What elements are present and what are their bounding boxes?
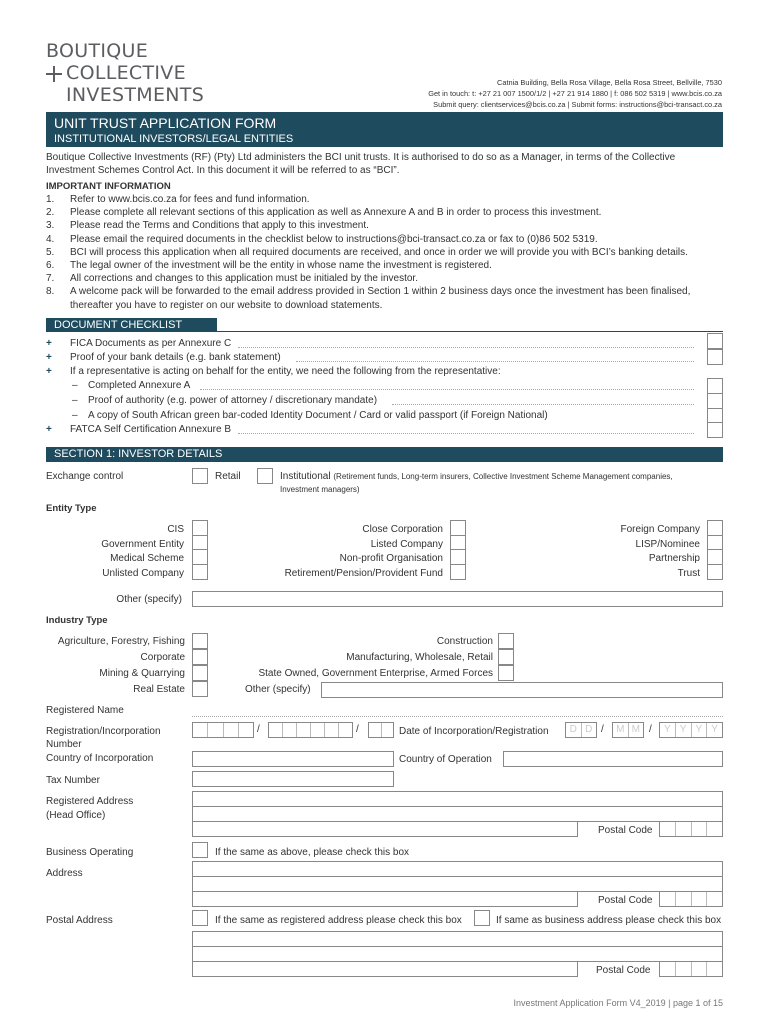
important-item: Please complete all relevant sections of this application as well as Annexure A and B in order to process this investment. <box>70 207 602 219</box>
checklist-item-representative: If a representative is acting on behalf for the entity, we need the following from the representative: <box>70 366 501 377</box>
business-same-label: If the same as above, please check this box <box>215 847 409 858</box>
country-operation-input[interactable] <box>503 751 723 767</box>
retail-label: Retail <box>215 471 241 482</box>
entity-label: Retirement/Pension/Provident Fund <box>284 568 443 580</box>
date-slash-1: / <box>601 724 604 735</box>
industry-label: Manufacturing, Wholesale, Retail <box>346 652 493 663</box>
industry-label: Corporate <box>140 652 185 663</box>
important-item: thereafter you have to register on our website to download statements. <box>70 299 383 311</box>
important-number: 8. <box>46 286 55 298</box>
entity-label: Foreign Company <box>620 524 700 535</box>
business-postal-code-label: Postal Code <box>598 895 653 906</box>
header-contact: Get in touch: t: +27 21 007 1500/1/2 | +27 21 914 1880 | f: 086 502 5319 | www.bcis.co.za <box>428 89 722 98</box>
checkbox-postal-same-business[interactable] <box>474 910 490 926</box>
date-year[interactable]: Y Y Y Y <box>659 722 723 738</box>
important-number: 5. <box>46 246 55 258</box>
bullet-4: + <box>46 424 52 435</box>
entity-label: Non-profit Organisation <box>339 553 443 565</box>
intro-line-1: Boutique Collective Investments (RF) (Pty) Ltd administers the BCI unit trusts. It is authorised to do so as a Manager, in terms of the Collective <box>46 152 676 163</box>
leader-line <box>392 404 694 405</box>
entity-checkbox[interactable] <box>450 549 466 565</box>
entity-checkbox[interactable] <box>192 535 208 551</box>
entity-label: Listed Company <box>370 538 443 550</box>
reg-number-part-2[interactable] <box>268 722 353 738</box>
important-number: 7. <box>46 273 55 285</box>
entity-checkbox[interactable] <box>192 564 208 580</box>
entity-label: Medical Scheme <box>110 553 184 565</box>
tax-number-label: Tax Number <box>46 775 100 786</box>
postal-address-line-3[interactable] <box>192 961 578 977</box>
bullet-3: + <box>46 366 52 377</box>
institutional-note-2: Investment managers) <box>280 485 360 494</box>
leader-line <box>238 433 694 434</box>
checkbox-bank[interactable] <box>707 349 723 365</box>
entity-checkbox[interactable] <box>707 535 723 551</box>
section1-band <box>46 447 723 462</box>
reg-number-label-1: Registration/Incorporation <box>46 726 161 737</box>
business-address-line-3[interactable] <box>192 891 578 907</box>
industry-checkbox[interactable] <box>192 649 208 665</box>
entity-checkbox[interactable] <box>707 549 723 565</box>
section1-heading: SECTION 1: INVESTOR DETAILS <box>54 448 223 460</box>
entity-checkbox[interactable] <box>192 549 208 565</box>
industry-checkbox[interactable] <box>192 665 208 681</box>
registered-address-label-1: Registered Address <box>46 796 134 807</box>
industry-label: Construction <box>436 636 493 647</box>
entity-checkbox[interactable] <box>707 520 723 536</box>
reg-number-label-2: Number <box>46 739 82 750</box>
important-heading: IMPORTANT INFORMATION <box>46 181 171 192</box>
leader-line <box>238 347 694 348</box>
header-address: Catnia Building, Bella Rosa Village, Bella Rosa Street, Bellville, 7530 <box>497 78 722 87</box>
dash-1: – <box>72 380 78 391</box>
important-item: Refer to www.bcis.co.za for fees and fund information. <box>70 194 310 205</box>
checklist-item-authority: Proof of authority (e.g. power of attorney / discretionary mandate) <box>88 395 378 406</box>
checkbox-fica[interactable] <box>707 333 723 349</box>
registered-name-line <box>192 716 723 717</box>
entity-label: Partnership <box>648 553 700 565</box>
entity-label: Close Corporation <box>362 524 443 535</box>
postal-same-business-label: If same as business address please check this box <box>496 915 722 926</box>
business-address-line-1[interactable] <box>192 861 723 877</box>
checkbox-retail[interactable] <box>192 468 208 484</box>
postal-postal-code-label: Postal Code <box>596 965 651 976</box>
dash-3: – <box>72 410 78 421</box>
important-number: 4. <box>46 233 55 245</box>
industry-type-heading: Industry Type <box>46 615 108 626</box>
date-day[interactable]: D D <box>565 722 597 738</box>
postal-address-line-1[interactable] <box>192 931 723 947</box>
important-item: All corrections and changes to this application must be initialed by the investor. <box>70 273 418 285</box>
important-item: The legal owner of the investment will be the entity in whose name the investment is registered. <box>70 260 492 271</box>
checkbox-authority[interactable] <box>707 393 723 409</box>
important-item: Please read the Terms and Conditions that apply to this investment. <box>70 220 369 232</box>
logo-collective: COLLECTIVE <box>66 62 186 84</box>
postal-address-label: Postal Address <box>46 915 113 926</box>
tax-number-input[interactable] <box>192 771 394 787</box>
entity-other-input[interactable] <box>192 591 723 607</box>
registered-postal-code-input[interactable] <box>659 821 723 837</box>
checklist-rule <box>217 331 723 332</box>
intro-line-2: Investment Schemes Control Act. In this document it will be referred to as “BCI”. <box>46 165 400 176</box>
institutional-note: (Retirement funds, Long-term insurers, Collective Investment Scheme Management companies, <box>333 472 673 481</box>
business-address-label: Address <box>46 868 83 879</box>
reg-number-part-3[interactable] <box>368 722 394 738</box>
checklist-item-fica: FICA Documents as per Annexure C <box>70 338 232 349</box>
form-subtitle: INSTITUTIONAL INVESTORS/LEGAL ENTITIES <box>54 133 294 145</box>
industry-label: Agriculture, Forestry, Fishing <box>57 636 185 647</box>
institutional-text <box>280 471 673 483</box>
checklist-item-fatca: FATCA Self Certification Annexure B <box>70 424 232 435</box>
checkbox-postal-same-registered[interactable] <box>192 910 208 926</box>
checklist-item-bank: Proof of your bank details (e.g. bank statement) <box>70 352 281 363</box>
checklist-band <box>46 318 217 332</box>
registered-address-line-3[interactable] <box>192 821 578 837</box>
checkbox-institutional[interactable] <box>257 468 273 484</box>
business-postal-code-input[interactable] <box>659 891 723 907</box>
industry-label: State Owned, Government Enterprise, Armed Forces <box>258 668 493 679</box>
important-item: Please email the required documents in the checklist below to instructions@bci-transact.co.za or fax to (0)86 502 5319. <box>70 233 598 245</box>
industry-other-input[interactable] <box>321 682 723 698</box>
exchange-control-label: Exchange control <box>46 471 124 482</box>
business-address-line-2[interactable] <box>192 876 723 892</box>
leader-line <box>296 361 694 362</box>
postal-postal-code-input[interactable] <box>659 961 723 977</box>
entity-label: Government Entity <box>101 538 184 550</box>
logo-boutique: BOUTIQUE <box>46 40 149 62</box>
industry-checkbox[interactable] <box>192 633 208 649</box>
important-number: 2. <box>46 207 55 219</box>
important-number: 6. <box>46 260 55 271</box>
institutional-label: Institutional <box>280 471 331 482</box>
important-item: A welcome pack will be forwarded to the email address provided in Section 1 within 2 business days once the investment has been finalised, <box>70 286 691 298</box>
important-item: BCI will process this application when all required documents are received, and once in order we will provide you with BCI’s banking details. <box>70 246 688 258</box>
title-band <box>46 112 723 147</box>
entity-checkbox[interactable] <box>192 520 208 536</box>
country-incorporation-label: Country of Incorporation <box>46 753 154 764</box>
checkbox-business-same[interactable] <box>192 842 208 858</box>
registered-address-label-2: (Head Office) <box>46 810 106 821</box>
entity-label: CIS <box>167 524 184 535</box>
industry-checkbox[interactable] <box>498 665 514 681</box>
checklist-heading: DOCUMENT CHECKLIST <box>54 319 183 331</box>
entity-checkbox[interactable] <box>450 564 466 580</box>
header-submit: Submit query: clientservices@bcis.co.za | Submit forms: instructions@bci-transact.co.za <box>433 100 722 109</box>
important-number: 1. <box>46 194 55 205</box>
entity-checkbox[interactable] <box>707 564 723 580</box>
country-operation-label: Country of Operation <box>399 754 492 765</box>
checklist-item-id: A copy of South African green bar-coded Identity Document / Card or valid passport (if Foreign National) <box>88 410 548 421</box>
checkbox-fatca[interactable] <box>707 422 723 438</box>
entity-label: Unlisted Company <box>102 568 184 580</box>
entity-type-heading: Entity Type <box>46 503 97 514</box>
entity-label: Trust <box>677 568 700 580</box>
postal-same-registered-label: If the same as registered address please check this box <box>215 915 462 926</box>
industry-label: Other (specify) <box>245 684 311 695</box>
date-of-incorporation-label: Date of Incorporation/Registration <box>399 726 549 737</box>
page-footer: Investment Application Form V4_2019 | page 1 of 15 <box>513 998 723 1008</box>
reg-slash-1: / <box>257 724 260 735</box>
registered-name-label: Registered Name <box>46 705 124 716</box>
checkbox-annexure-a[interactable] <box>707 378 723 394</box>
reg-slash-2: / <box>356 724 359 735</box>
industry-label: Real Estate <box>133 684 185 695</box>
reg-number-part-1[interactable] <box>192 722 254 738</box>
form-title: UNIT TRUST APPLICATION FORM <box>54 115 277 131</box>
registered-address-line-1[interactable] <box>192 791 723 807</box>
registered-address-line-2[interactable] <box>192 806 723 822</box>
dash-2: – <box>72 395 78 406</box>
industry-label: Mining & Quarrying <box>99 668 185 679</box>
checklist-item-annexure-a: Completed Annexure A <box>88 380 191 391</box>
industry-checkbox[interactable] <box>192 681 208 697</box>
entity-checkbox[interactable] <box>450 535 466 551</box>
registered-postal-code-label: Postal Code <box>598 825 653 836</box>
entity-label: LISP/Nominee <box>635 538 700 550</box>
entity-other-label: Other (specify) <box>116 594 182 605</box>
postal-address-line-2[interactable] <box>192 946 723 962</box>
leader-line <box>200 389 694 390</box>
country-incorporation-input[interactable] <box>192 751 394 767</box>
industry-checkbox[interactable] <box>498 649 514 665</box>
bullet-1: + <box>46 338 52 349</box>
business-operating-label: Business Operating <box>46 847 134 858</box>
important-number: 3. <box>46 220 55 232</box>
bullet-2: + <box>46 352 52 363</box>
industry-checkbox[interactable] <box>498 633 514 649</box>
logo-investments: INVESTMENTS <box>66 84 205 106</box>
date-slash-2: / <box>649 724 652 735</box>
date-month[interactable]: M M <box>612 722 644 738</box>
entity-checkbox[interactable] <box>450 520 466 536</box>
logo-plus-icon <box>46 66 62 82</box>
